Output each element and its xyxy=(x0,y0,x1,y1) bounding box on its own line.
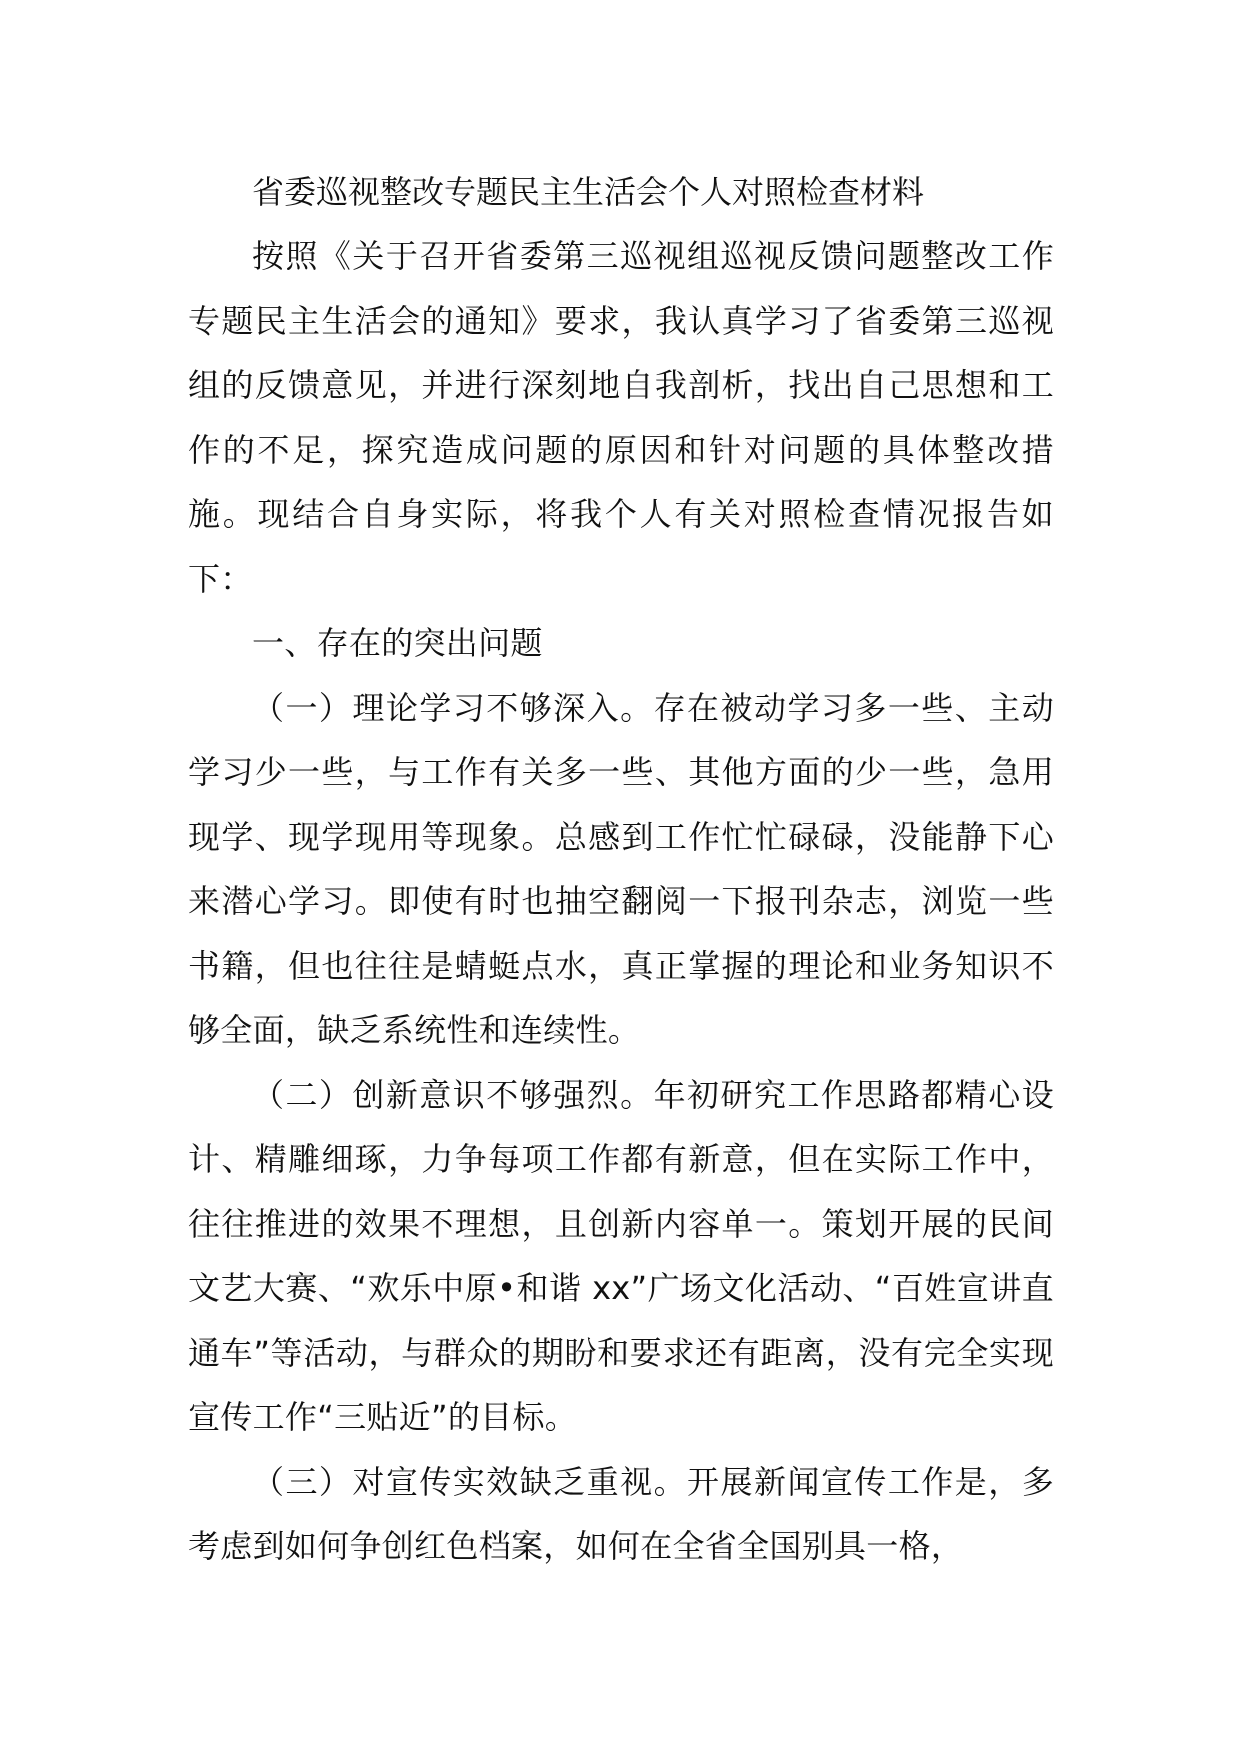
section-heading: 一、存在的突出问题 xyxy=(252,624,543,662)
intro-paragraph: 按照《关于召开省委第三巡视组巡视反馈问题整改工作专题民主生活会的通知》要求，我认真学习了省委第三巡视组的反馈意见，并进行深刻地自我剖析，找出自己思想和工作的不足，探究造成问题的原因和针对问题的具体整改措施。现结合自身实际，将我个人有关对照检查情况报告如下： xyxy=(188,237,1054,598)
problem-paragraph-2: （二）创新意识不够强烈。年初研究工作思路都精心设计、精雕细琢，力争每项工作都有新意，但在实际工作中，往往推进的效果不理想，且创新内容单一。策划开展的民间文艺大赛、“欢乐中原•和谐 xx”广场文化活动、“百姓宣讲直通车”等活动，与群众的期盼和要求还有距离，没有完全实现宣传工作“三贴近”的目标。 xyxy=(188,1075,1054,1436)
problem-paragraph-1: （一）理论学习不够深入。存在被动学习多一些、主动学习少一些，与工作有关多一些、其他方面的少一些，急用现学、现学现用等现象。总感到工作忙忙碌碌，没能静下心来潜心学习。即使有时也抽空翻阅一下报刊杂志，浏览一些书籍，但也往往是蜻蜓点水，真正掌握的理论和业务知识不够全面，缺乏系统性和连续性。 xyxy=(188,688,1054,1049)
document-body xyxy=(188,160,1054,1579)
document-title: 省委巡视整改专题民主生活会个人对照检查材料 xyxy=(252,173,925,211)
problem-paragraph-3: （三）对宣传实效缺乏重视。开展新闻宣传工作是，多考虑到如何争创红色档案，如何在全省全国别具一格， xyxy=(188,1462,1054,1565)
